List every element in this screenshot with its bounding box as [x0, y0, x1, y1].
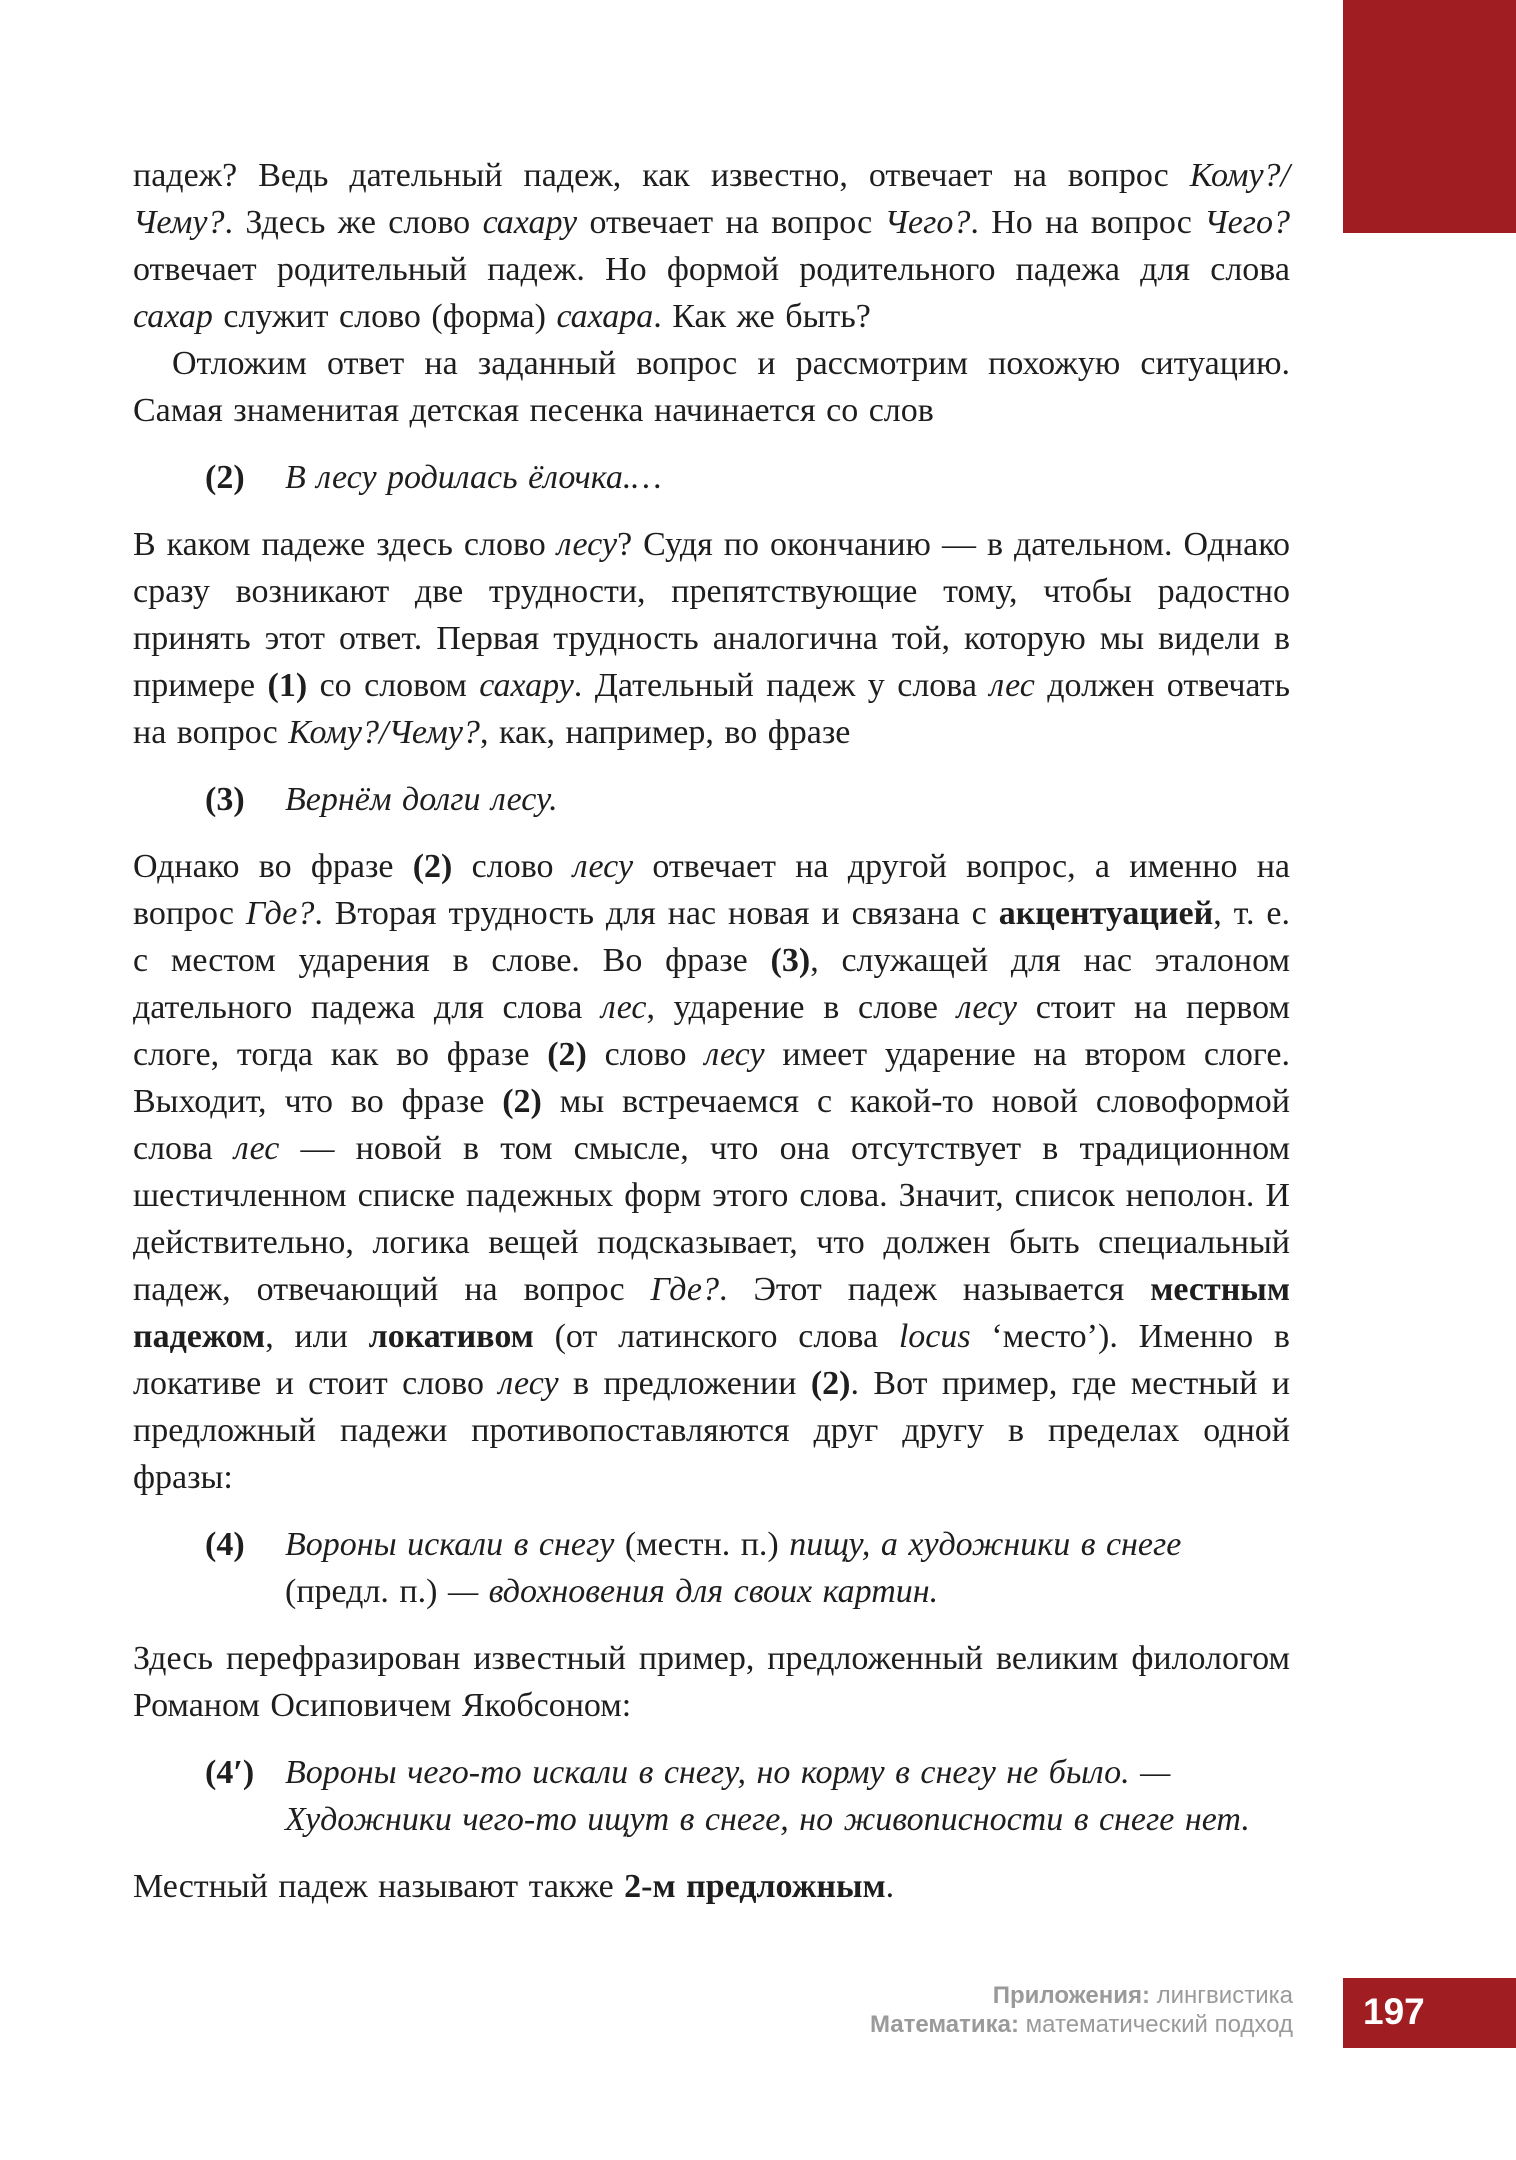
text-run: лесу: [572, 848, 634, 885]
paragraph: [133, 340, 1290, 434]
text-run: отвечает на другой вопрос, а именно на вопрос: [133, 848, 1290, 932]
footer-label-math: Математика:: [869, 2011, 1019, 2038]
footer-value-math: математический подход: [1025, 2011, 1293, 2038]
text-run: стоит на первом слоге, тогда как во фразе: [133, 989, 1290, 1073]
text-run: имеет ударение на втором слоге. Выходит, что во фразе: [133, 1036, 1290, 1120]
text-run: сахара: [556, 298, 654, 335]
text-run: В лесу родилась ёлочка.…: [285, 459, 662, 496]
text-run: (2): [502, 1083, 542, 1120]
text-run: пищу, а художники в снеге: [778, 1526, 1182, 1563]
text-run: . Как же быть?: [653, 298, 871, 335]
paragraph: [133, 152, 1290, 340]
text-run: сахару: [479, 667, 574, 704]
text-run: , ударение в слове: [646, 989, 957, 1026]
text-run: Отложим ответ на заданный вопрос и рассмотрим похожую ситуацию. Самая знаменитая детская песенка начинается со слов: [133, 345, 1290, 429]
text-run: служит слово (форма): [212, 298, 557, 335]
text-run: лесу: [498, 1365, 559, 1402]
text-run: (от латинского слова: [533, 1318, 899, 1355]
text-run: . Но на вопрос: [970, 204, 1205, 241]
text-column: [133, 152, 1290, 1910]
text-run: (3): [770, 942, 811, 979]
text-run: со словом: [307, 667, 480, 704]
text-run: (2): [810, 1365, 851, 1402]
text-run: лесу: [556, 526, 618, 563]
text-run: Однако во фразе: [133, 848, 413, 885]
text-run: , или: [265, 1318, 369, 1355]
text-run: , т. е. с местом ударения в слове. Во фразе: [133, 895, 1290, 979]
corner-accent-block: [1343, 0, 1516, 233]
page-number-box: [1343, 1978, 1516, 2048]
example-number: (4′): [205, 1754, 255, 1791]
text-run: лес: [989, 667, 1035, 704]
text-run: . Вот пример, где местный и предложный падежи противопоставляются друг другу в пределах одной фразы:: [133, 1365, 1291, 1496]
text-run: Местный падеж называют также: [133, 1868, 625, 1905]
footer-value-appendix: лингвистика: [1156, 1982, 1293, 2009]
text-run: сахару: [482, 204, 578, 241]
paragraph: [133, 521, 1290, 756]
text-run: (местн. п.): [624, 1526, 779, 1563]
footer-label-appendix: Приложения:: [992, 1982, 1150, 2009]
paragraph: [133, 1863, 1290, 1910]
example-number: (4): [205, 1526, 245, 1563]
numbered-example: [205, 1521, 1290, 1615]
text-run: Вороны чего-то искали в снегу, но корму в снегу не было. — Художники чего-то ищут в снеге, но живописности в снеге нет.: [285, 1754, 1250, 1838]
text-run: В каком падеже здесь слово: [133, 526, 557, 563]
text-run: локативом: [368, 1318, 534, 1355]
text-run: — вдохновения для своих картин.: [437, 1573, 939, 1610]
paragraph: [133, 843, 1290, 1501]
text-run: лесу: [704, 1036, 765, 1073]
text-run: , служащей для нас эталоном дательного падежа для слова: [133, 942, 1290, 1026]
footer-line-math: [870, 2010, 1293, 2039]
text-run: акцентуацией: [998, 895, 1214, 932]
text-run: Где?: [650, 1271, 719, 1308]
text-run: Кому?/Чему?: [288, 714, 480, 751]
text-run: .: [885, 1868, 895, 1905]
text-run: Чего?: [884, 204, 971, 241]
example-text: [285, 776, 1290, 823]
footer: [870, 1981, 1293, 2039]
text-run: Вороны искали в снегу: [285, 1526, 625, 1563]
text-run: слово: [452, 848, 573, 885]
text-run: лесу: [956, 989, 1017, 1026]
text-run: Кому?/Чему?: [133, 157, 1290, 241]
text-run: слово: [586, 1036, 705, 1073]
text-run: locus: [898, 1318, 971, 1355]
text-run: (2): [412, 848, 453, 885]
text-run: . Этот падеж называется: [718, 1271, 1151, 1308]
example-number: (2): [205, 459, 245, 496]
page-number: 197: [1363, 1991, 1425, 2032]
text-run: отвечает родительный падеж. Но формой родительного падежа для слова: [133, 251, 1290, 288]
text-run: (1): [267, 667, 308, 704]
text-run: в предложении: [558, 1365, 811, 1402]
text-run: падеж? Ведь дательный падеж, как известно, отвечает на вопрос: [133, 157, 1190, 194]
text-run: 2-м предложным: [624, 1868, 886, 1905]
text-run: лес: [601, 989, 647, 1026]
example-text: [285, 1521, 1290, 1615]
text-run: Вернём долги лесу.: [285, 781, 558, 818]
text-run: Здесь перефразирован известный пример, предложенный великим филологом Романом Осиповичем Якобсоном:: [133, 1640, 1290, 1724]
text-run: . Дательный падеж у слова: [573, 667, 990, 704]
paragraph: [133, 1635, 1290, 1729]
footer-line-appendix: [870, 1981, 1293, 2010]
example-text: [285, 454, 1290, 501]
example-number: (3): [205, 781, 245, 818]
numbered-example: [205, 454, 1290, 501]
text-run: сахар: [133, 298, 213, 335]
text-run: . Вторая трудность для нас новая и связана с: [314, 895, 999, 932]
text-run: местным падежом: [133, 1271, 1290, 1355]
text-run: . Здесь же слово: [224, 204, 483, 241]
text-run: (предл. п.): [285, 1573, 438, 1610]
text-run: мы встречаемся с какой-то новой словоформой слова: [133, 1083, 1290, 1167]
text-run: , как, например, во фразе: [479, 714, 851, 751]
numbered-example: [205, 776, 1290, 823]
text-run: Где?: [245, 895, 315, 932]
text-run: лес: [233, 1130, 280, 1167]
text-run: (2): [547, 1036, 587, 1073]
numbered-example: [205, 1749, 1290, 1843]
text-run: должен отвечать на вопрос: [133, 667, 1290, 751]
text-run: ‘место’). Именно в локативе и стоит слово: [133, 1318, 1290, 1402]
text-run: отвечает на вопрос: [577, 204, 885, 241]
text-run: — новой в том смысле, что она отсутствует в традиционном шестичленном списке падежных форм этого слова. Значит, список неполон. И действительно, логика вещей подсказывает, что должен быть специальный падеж, отвечающий на вопрос: [133, 1130, 1290, 1308]
text-run: Чего?: [1204, 204, 1290, 241]
text-run: ? Судя по окончанию — в дательном. Однако сразу возникают две трудности, препятствующие тому, чтобы радостно принять этот ответ. Первая трудность аналогична той, которую мы видели в примере: [133, 526, 1290, 704]
example-text: [285, 1749, 1290, 1843]
